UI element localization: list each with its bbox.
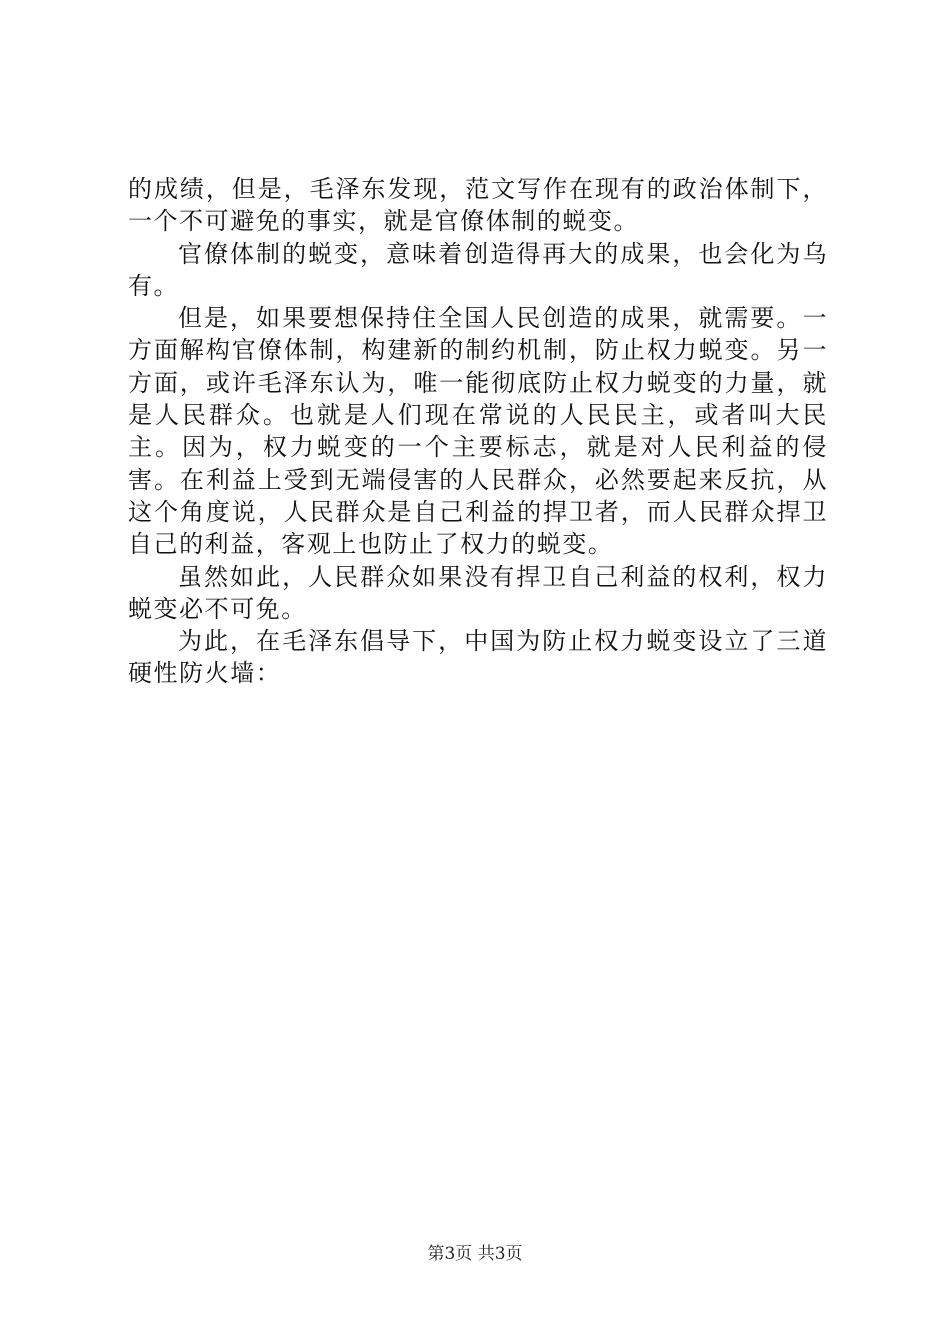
paragraph-firewalls: 为此，在毛泽东倡导下，中国为防止权力蜕变设立了三道硬性防火墙： [128, 627, 828, 688]
paragraph-people-protection: 但是，如果要想保持住全国人民创造的成果，就需要。一方面解构官僚体制，构建新的制约机制，防止权力蜕变。另一方面，或许毛泽东认为，唯一能彻底防止权力蜕变的力量，就是人民群众。也就是人们现在常说的人民民主，或者叫大民主。因为，权力蜕变的一个主要标志，就是对人民利益的侵害。在利益上受到无端侵害的人民群众，必然要起来反抗，从这个角度说，人民群众是自己利益的捍卫者，而人民群众捍卫自己的利益，客观上也防止了权力的蜕变。 [128, 304, 828, 559]
paragraph-continuation: 的成绩，但是，毛泽东发现，范文写作在现有的政治体制下，一个不可避免的事实，就是官僚体制的蜕变。 [128, 175, 828, 236]
document-body [128, 173, 828, 690]
paragraph-bureaucracy-degeneration: 官僚体制的蜕变，意味着创造得再大的成果，也会化为乌有。 [128, 239, 828, 300]
page-number-footer: 第3页 共3页 [427, 1244, 523, 1264]
paragraph-rights: 虽然如此，人民群众如果没有捍卫自己利益的权利，权力蜕变必不可免。 [128, 562, 828, 623]
